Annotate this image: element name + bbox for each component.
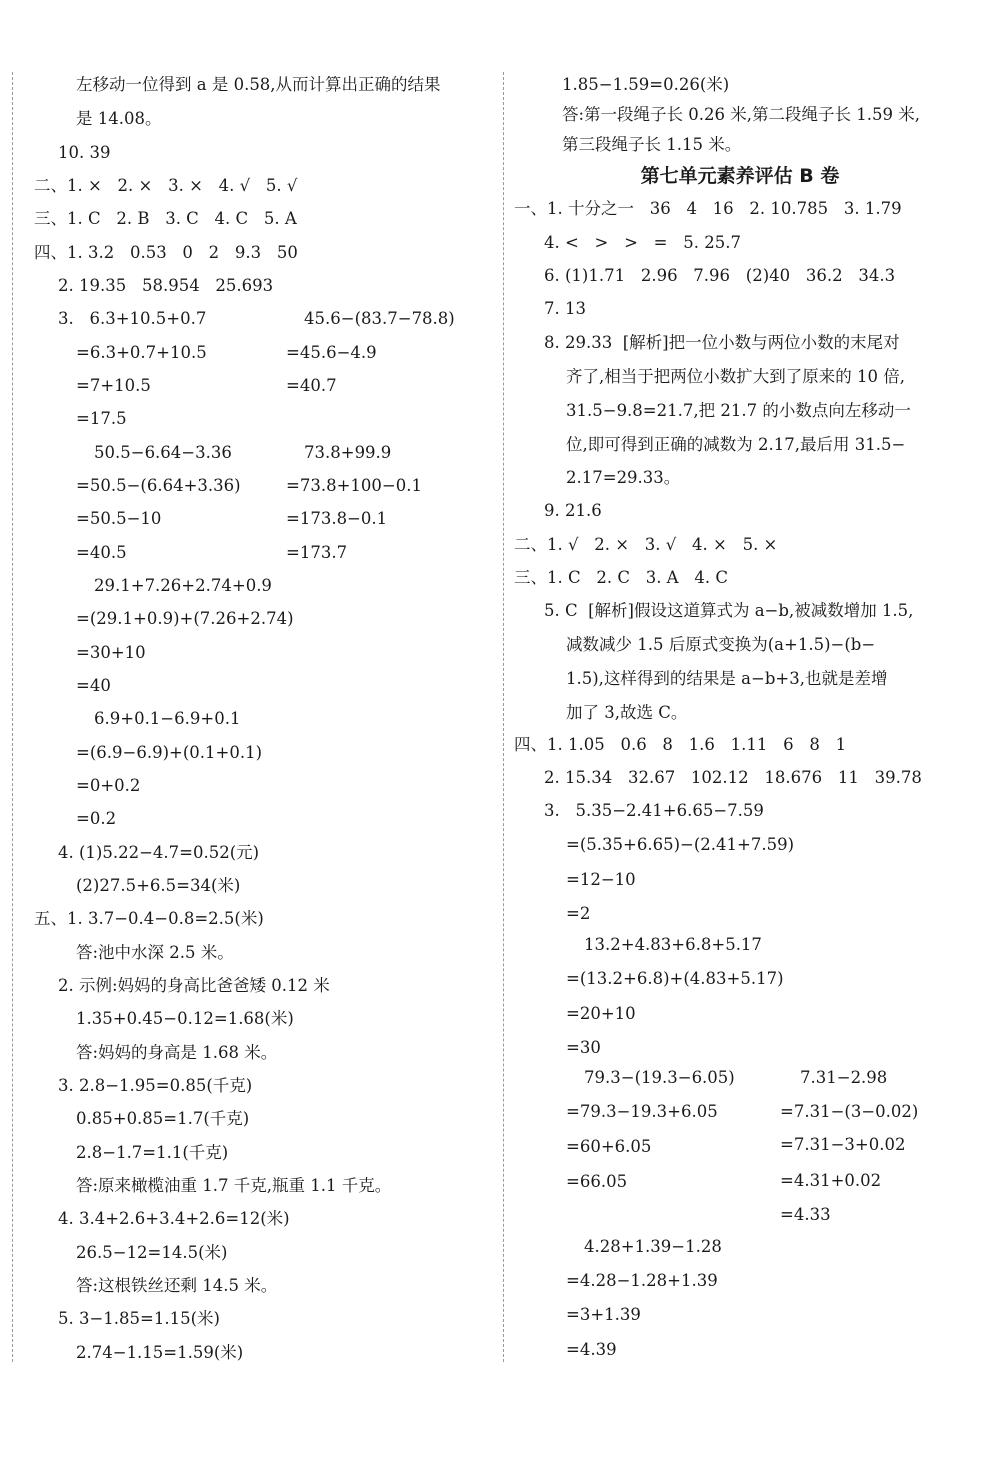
answer-line: =6.3+0.7+10.5 [76,343,207,362]
answer-line: 6.9+0.1−6.9+0.1 [94,709,241,728]
answer-line: 73.8+99.9 [304,443,392,462]
answer-line: 2.17=29.33。 [566,468,681,487]
answer-line: 答:原来橄榄油重 1.7 千克,瓶重 1.1 千克。 [76,1176,392,1195]
answer-line: =79.3−19.3+6.05 [566,1102,718,1121]
answer-line: 四、1. 3.2 0.53 0 2 9.3 50 [34,243,298,262]
answer-line: 5. C [解析]假设这道算式为 a−b,被减数增加 1.5, [544,601,914,620]
answer-line: 1.5),这样得到的结果是 a−b+3,也就是差增 [566,669,888,688]
answer-line: =(6.9−6.9)+(0.1+0.1) [76,743,263,762]
answer-line: 2. 19.35 58.954 25.693 [58,276,274,295]
answer-line: 减数减少 1.5 后原式变换为(a+1.5)−(b− [566,635,876,654]
answer-line: 5. 3−1.85=1.15(米) [58,1309,220,1328]
answer-line: =12−10 [566,870,636,889]
answer-line: 位,即可得到正确的减数为 2.17,最后用 31.5− [566,435,906,454]
answer-line: 8. 29.33 [解析]把一位小数与两位小数的末尾对 [544,333,900,352]
answer-line: =4.31+0.02 [780,1171,882,1190]
answer-line: 2.74−1.15=1.59(米) [76,1343,244,1362]
answer-line: 加了 3,故选 C。 [566,703,688,722]
answer-line: 79.3−(19.3−6.05) [584,1068,735,1087]
answer-line: =40.7 [286,376,337,395]
answer-line: =3+1.39 [566,1305,641,1324]
answer-line: 4. < > > = 5. 25.7 [544,233,741,252]
answer-line: =30 [566,1038,601,1057]
answer-line: 四、1. 1.05 0.6 8 1.6 1.11 6 8 1 [514,735,847,754]
answer-line: 二、1. √ 2. × 3. √ 4. × 5. × [514,535,778,554]
answer-line: 五、1. 3.7−0.4−0.8=2.5(米) [34,909,264,928]
answer-line: 是 14.08。 [76,109,162,128]
answer-line: 三、1. C 2. B 3. C 4. C 5. A [34,209,297,228]
answer-line: =4.33 [780,1205,831,1224]
answer-line: 三、1. C 2. C 3. A 4. C [514,568,728,587]
answer-line: =40.5 [76,543,127,562]
answer-line: =20+10 [566,1004,636,1023]
answer-line: 7.31−2.98 [800,1068,888,1087]
answer-line: 答:池中水深 2.5 米。 [76,943,234,962]
answer-line: 齐了,相当于把两位小数扩大到了原来的 10 倍, [566,367,905,386]
answer-line: 0.85+0.85=1.7(千克) [76,1109,250,1128]
answer-line: 6. (1)1.71 2.96 7.96 (2)40 36.2 34.3 [544,266,896,285]
answer-line: 26.5−12=14.5(米) [76,1243,228,1262]
answer-line: 50.5−6.64−3.36 [94,443,232,462]
answer-line: =0.2 [76,809,117,828]
section-title: 第七单元素养评估 B 卷 [640,165,840,187]
answer-line: =173.7 [286,543,348,562]
answer-line: =40 [76,676,111,695]
answer-line: =2 [566,904,591,923]
answer-line: =4.28−1.28+1.39 [566,1271,718,1290]
answer-line: 4.28+1.39−1.28 [584,1237,722,1256]
answer-line: 答:妈妈的身高是 1.68 米。 [76,1043,278,1062]
answer-line: 3. 5.35−2.41+6.65−7.59 [544,801,764,820]
answer-line: 7. 13 [544,299,586,318]
answer-line: =45.6−4.9 [286,343,377,362]
left-margin-dashed-line [12,72,13,1362]
answer-line: =7+10.5 [76,376,151,395]
answer-line: =(13.2+6.8)+(4.83+5.17) [566,969,784,988]
answer-line: =73.8+100−0.1 [286,476,422,495]
answer-line: 1.85−1.59=0.26(米) [562,75,730,94]
answer-line: =(29.1+0.9)+(7.26+2.74) [76,609,294,628]
answer-line: 左移动一位得到 a 是 0.58,从而计算出正确的结果 [76,75,441,94]
answer-line: =30+10 [76,643,146,662]
answer-line: 答:这根铁丝还剩 14.5 米。 [76,1276,278,1295]
answer-line: 二、1. × 2. × 3. × 4. √ 5. √ [34,176,298,195]
answer-line: =7.31−3+0.02 [780,1135,906,1154]
answer-line: =0+0.2 [76,776,141,795]
answer-line: =17.5 [76,409,127,428]
answer-line: 2. 15.34 32.67 102.12 18.676 11 39.78 [544,768,922,787]
answer-line: 45.6−(83.7−78.8) [304,309,455,328]
answer-line: 2. 示例:妈妈的身高比爸爸矮 0.12 米 [58,976,330,995]
answer-line: 4. (1)5.22−4.7=0.52(元) [58,843,260,862]
answer-line: 4. 3.4+2.6+3.4+2.6=12(米) [58,1209,290,1228]
answer-line: 第三段绳子长 1.15 米。 [562,135,742,154]
answer-line: =173.8−0.1 [286,509,388,528]
answer-line: =50.5−10 [76,509,162,528]
answer-line: 2.8−1.7=1.1(千克) [76,1143,229,1162]
answer-line: =7.31−(3−0.02) [780,1102,919,1121]
answer-line: =4.39 [566,1340,617,1359]
answer-line: 一、1. 十分之一 36 4 16 2. 10.785 3. 1.79 [514,199,902,218]
answer-line: 13.2+4.83+6.8+5.17 [584,935,762,954]
answer-line: (2)27.5+6.5=34(米) [76,876,241,895]
answer-line: 答:第一段绳子长 0.26 米,第二段绳子长 1.59 米, [562,105,921,124]
column-divider-dashed-line [503,72,504,1362]
answer-line: =50.5−(6.64+3.36) [76,476,241,495]
answer-line: 31.5−9.8=21.7,把 21.7 的小数点向左移动一 [566,401,911,420]
answer-line: 3. 2.8−1.95=0.85(千克) [58,1076,253,1095]
answer-line: 10. 39 [58,143,111,162]
answer-line: =(5.35+6.65)−(2.41+7.59) [566,835,795,854]
answer-line: =60+6.05 [566,1137,652,1156]
answer-line: =66.05 [566,1172,628,1191]
answer-line: 1.35+0.45−0.12=1.68(米) [76,1009,294,1028]
answer-line: 3. 6.3+10.5+0.7 [58,309,207,328]
answer-line: 29.1+7.26+2.74+0.9 [94,576,272,595]
answer-line: 9. 21.6 [544,501,602,520]
